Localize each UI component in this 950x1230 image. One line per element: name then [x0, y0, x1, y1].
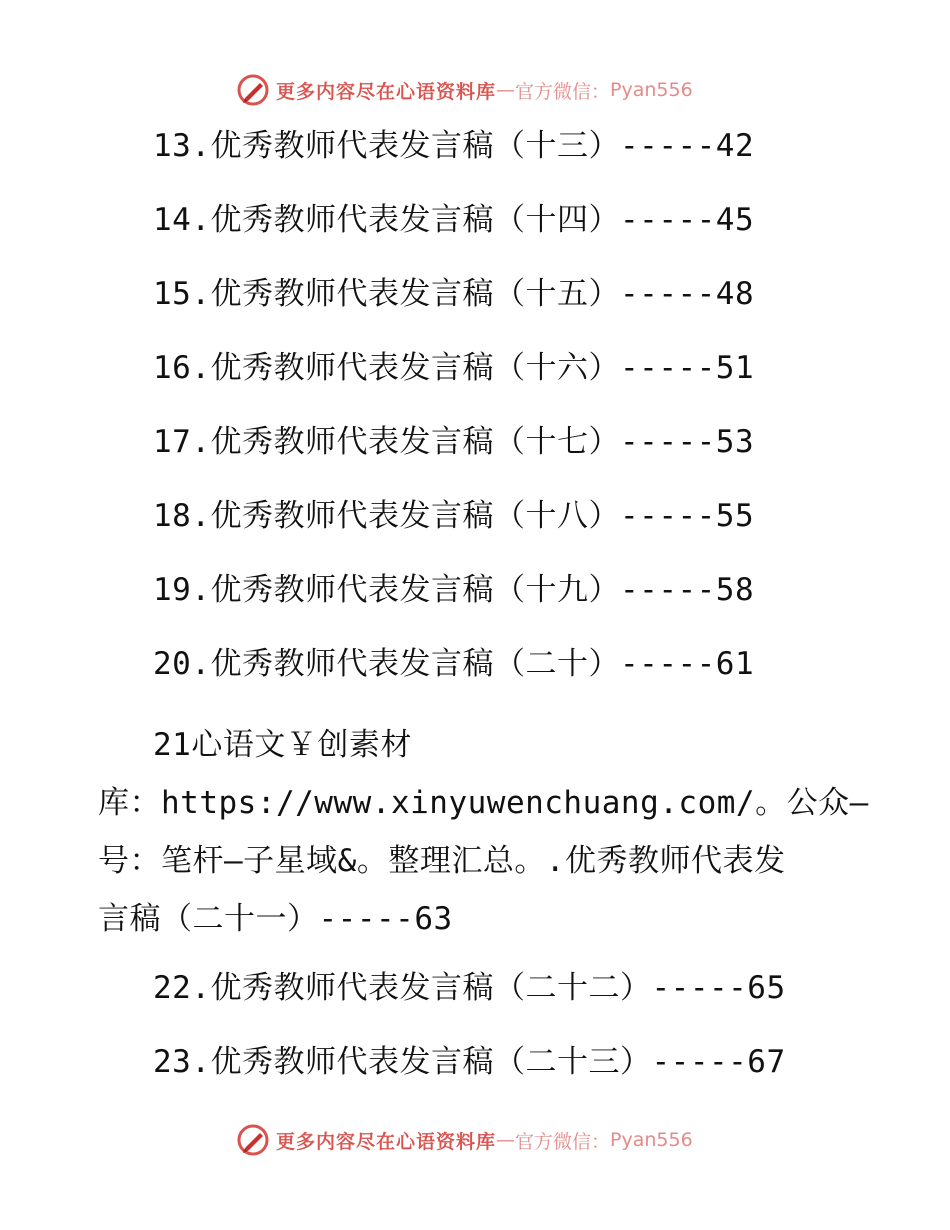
toc-entry-17: 17.优秀教师代表发言稿（十七）-----53: [153, 424, 755, 460]
toc-entry-21-line3: 号：笔杆—子星域&。整理汇总。.优秀教师代表发: [98, 843, 786, 879]
toc-entry-16: 16.优秀教师代表发言稿（十六）-----51: [153, 350, 755, 386]
pen-logo-icon: [236, 1123, 270, 1157]
toc-entry-23: 23.优秀教师代表发言稿（二十三）-----67: [153, 1044, 786, 1080]
watermark-dash: —: [496, 1129, 516, 1151]
watermark-wechat-label: 官方微信：: [515, 80, 611, 103]
watermark-wechat-label: 官方微信：: [515, 1130, 611, 1153]
watermark-wechat-id: Pyan556: [610, 1129, 693, 1151]
toc-entry-21-line1: 21心语文￥创素材: [153, 727, 412, 763]
toc-entry-13: 13.优秀教师代表发言稿（十三）-----42: [153, 128, 755, 164]
header-watermark: [236, 72, 693, 108]
toc-entry-21: [98, 716, 869, 948]
toc-entry-22: 22.优秀教师代表发言稿（二十二）-----65: [153, 970, 786, 1006]
watermark-dash: —: [496, 79, 516, 101]
toc-entry-20: 20.优秀教师代表发言稿（二十）-----61: [153, 646, 755, 682]
toc-entry-21-line2: 库：https://www.xinyuwenchuang.com/。公众—: [98, 785, 869, 821]
toc-entry-21-line4: 言稿（二十一）-----63: [98, 901, 453, 937]
toc-entry-14: 14.优秀教师代表发言稿（十四）-----45: [153, 202, 755, 238]
toc-entry-18: 18.优秀教师代表发言稿（十八）-----55: [153, 498, 755, 534]
pen-logo-icon: [236, 73, 270, 107]
watermark-brand: 更多内容尽在心语资料库: [276, 80, 497, 103]
watermark-wechat-id: Pyan556: [610, 79, 693, 101]
toc-entry-15: 15.优秀教师代表发言稿（十五）-----48: [153, 276, 755, 312]
footer-watermark: [236, 1122, 693, 1158]
toc-entry-19: 19.优秀教师代表发言稿（十九）-----58: [153, 572, 755, 608]
watermark-brand: 更多内容尽在心语资料库: [276, 1130, 497, 1153]
